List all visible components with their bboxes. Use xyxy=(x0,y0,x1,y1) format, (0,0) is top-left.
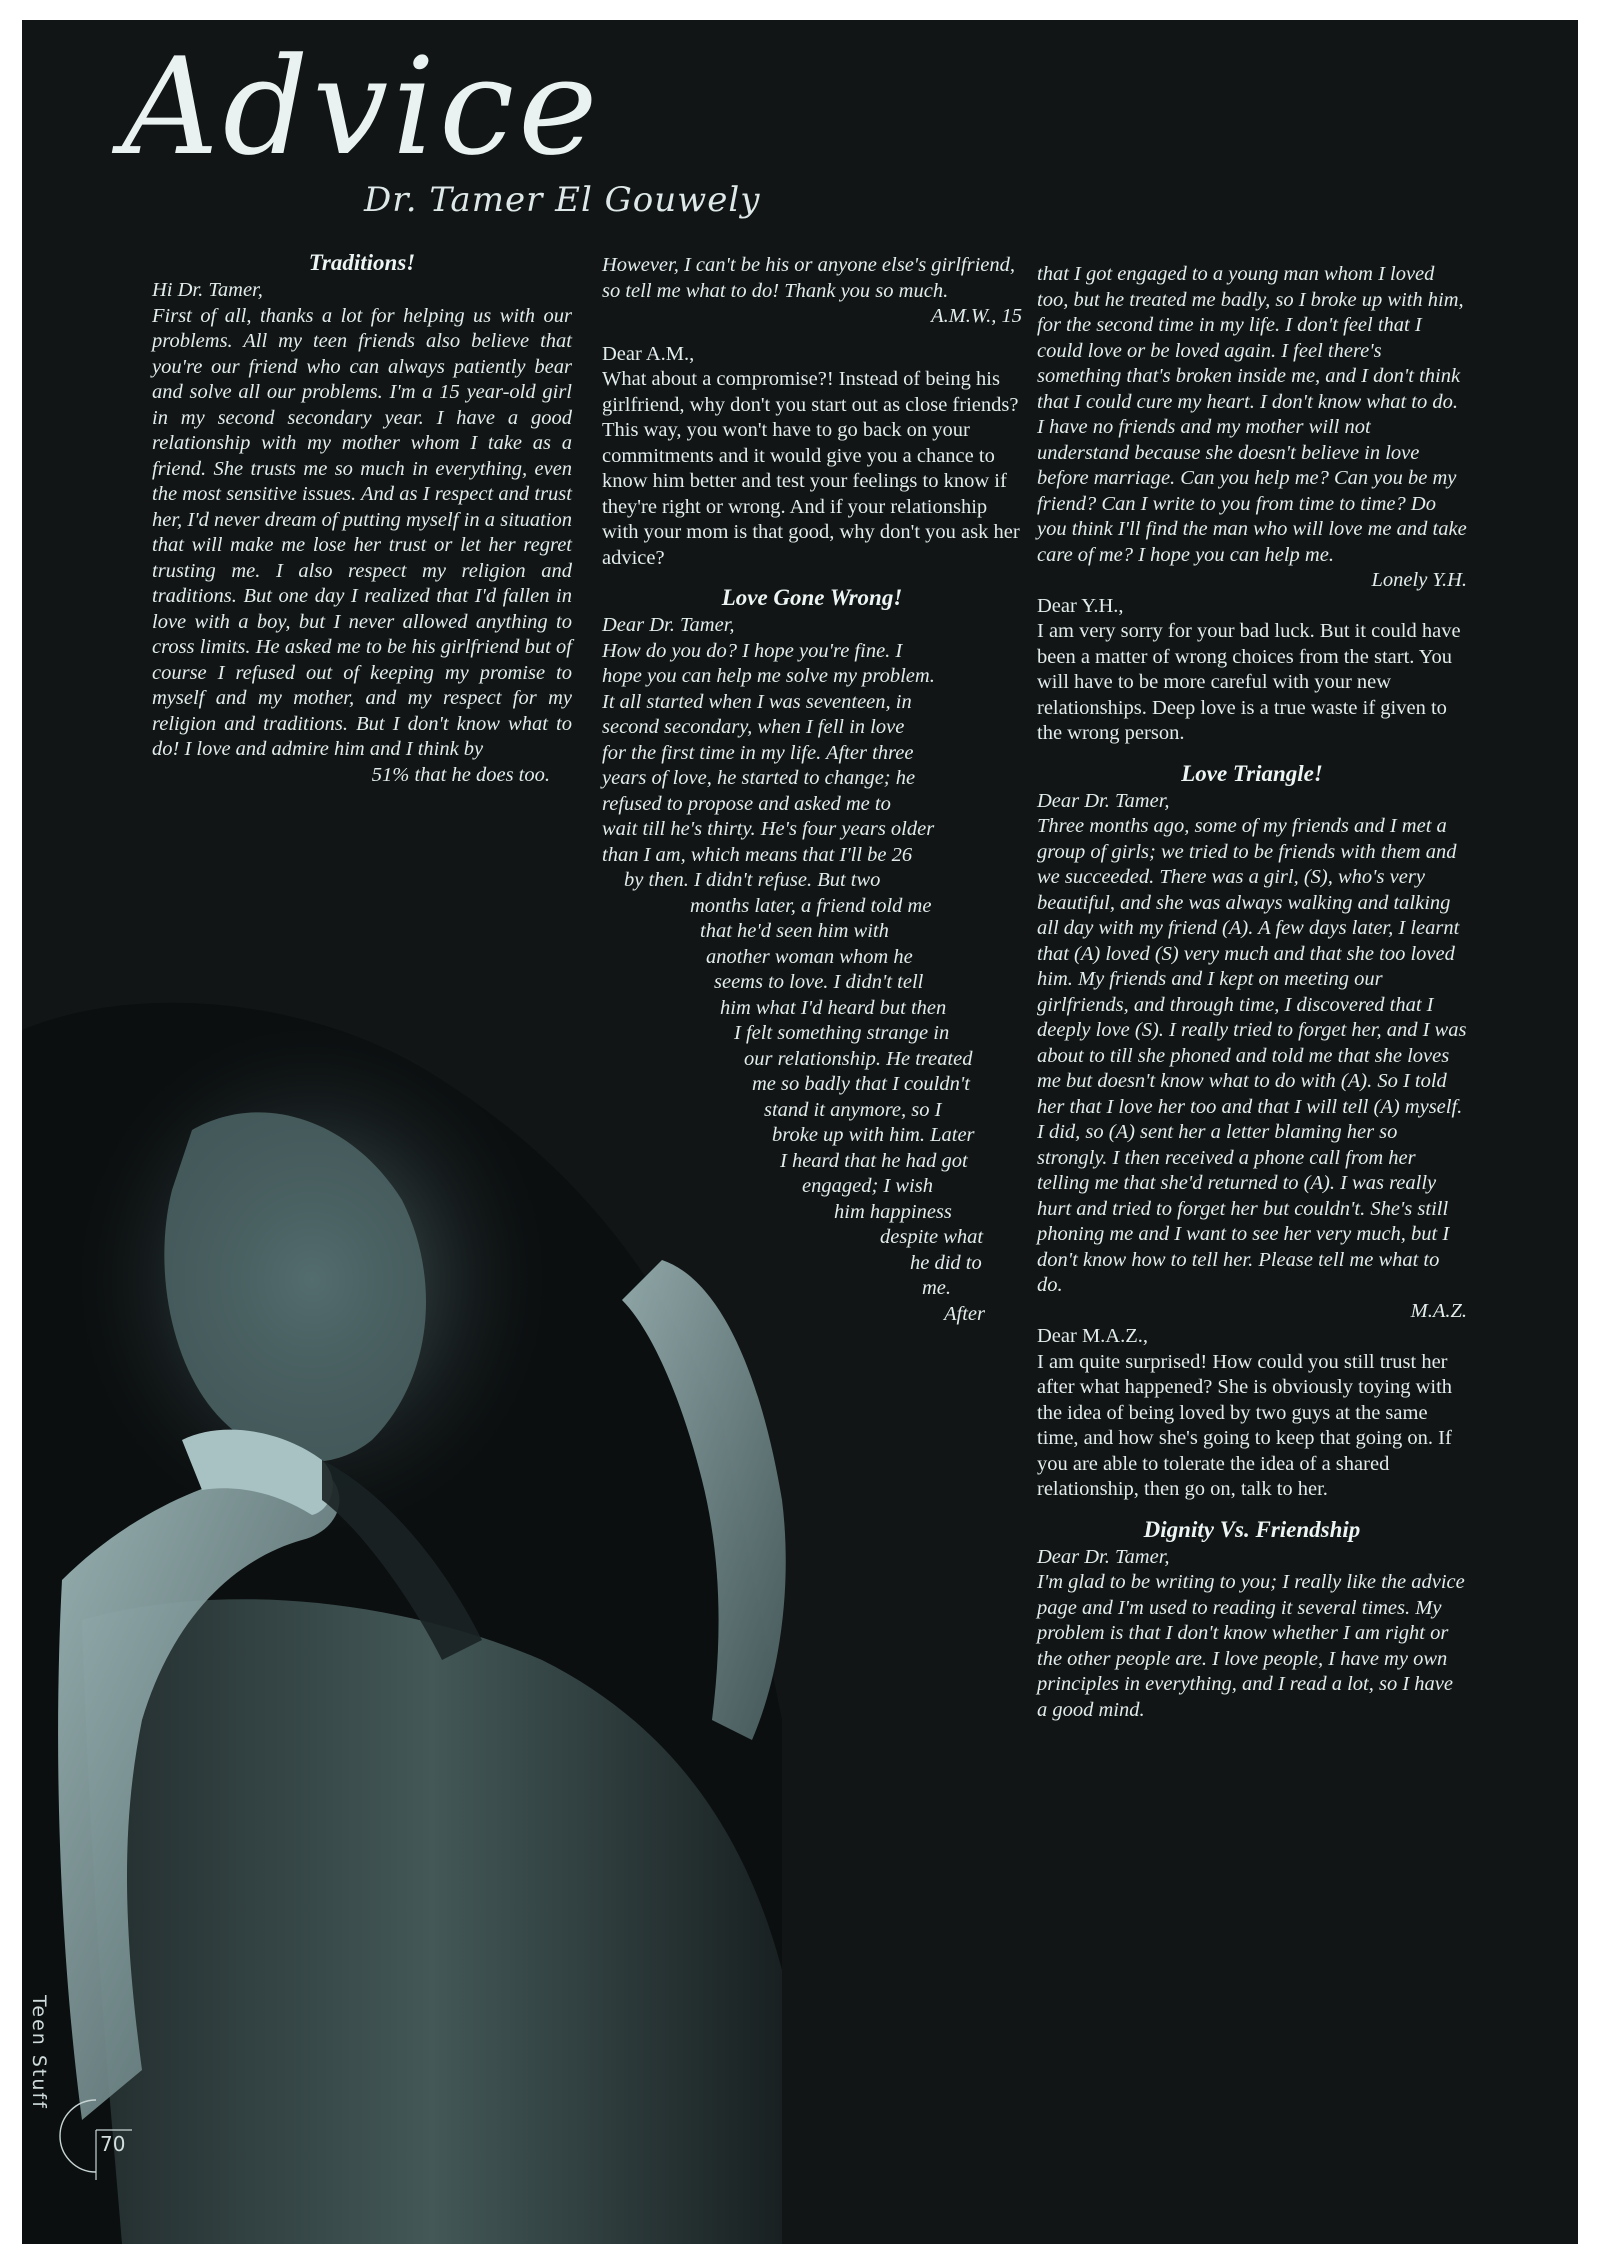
text-line: months later, a friend told me xyxy=(690,894,932,917)
text-line: engaged; I wish xyxy=(802,1175,933,1197)
text-line: he did to xyxy=(910,1251,982,1274)
text-line: our relationship. He treated xyxy=(744,1047,973,1070)
letter-greeting: Dear Dr. Tamer, xyxy=(1037,1545,1170,1568)
text-line: me so badly that I couldn't xyxy=(752,1073,970,1095)
text-line: hope you can help me solve my problem. xyxy=(602,665,935,687)
text-line: that he'd seen him with xyxy=(700,920,889,942)
text-line: I heard that he had got xyxy=(780,1149,968,1172)
letter-continuation: However, I can't be his or anyone else's girlfriend, so tell me what to do! Thank you so much. xyxy=(602,254,1016,302)
letter-greeting: Hi Dr. Tamer, xyxy=(152,279,263,301)
section-heading-traditions: Traditions! xyxy=(308,250,416,275)
section-heading-dignity-vs-friendship: Dignity Vs. Friendship xyxy=(1143,1516,1361,1542)
text-line: refused to propose and asked me to xyxy=(602,792,891,815)
text-line: another woman whom he xyxy=(706,945,913,968)
letter-greeting: Dear Dr. Tamer, xyxy=(1037,789,1170,812)
reply-body: What about a compromise?! Instead of being his girlfriend, why don't you start out as close friends? This way, you won't have to go back on your commitments and it would give you a chance to know him better and test your feelings to know if they're right or wrong. And if your relationship with your mom is that good, why don't you ask her advice? xyxy=(602,368,1020,569)
column-2 xyxy=(602,253,1022,1327)
letter-body: First of all, thanks a lot for helping us with our problems. All my teen friends also believe that you're our friend who can always patiently bear and solve all our problems. I'm a 15 year-old girl in my second secondary year. I have a good relationship with my mother whom I take as a friend. She trusts me so much in everything, even the most sensitive issues. And as I respect and trust her, I'd never dream of putting myself in a situation that will make me lose her trust or let her regret trusting me. I also respect my religion and traditions. But one day I realized that I'd fallen in love with a boy, but I never allowed anything to cross limits. He asked me to be his girlfriend but of course I refused out of keeping my promise to myself and my mother, and my respect for my religion and traditions. But I don't know what to do! I love and admire him and I think by xyxy=(152,304,572,760)
text-line: How do you do? I hope you're fine. I xyxy=(602,639,903,662)
text-line: wait till he's thirty. He's four years older xyxy=(602,818,935,840)
reply-greeting: Dear A.M., xyxy=(602,342,695,365)
page-number: 70 xyxy=(100,2132,126,2156)
text-line: him what I'd heard but then xyxy=(720,996,947,1019)
reply-body: I am very sorry for your bad luck. But it could have been a matter of wrong choices from the start. You will have to be more careful with your new relationships. Deep love is a true waste if given to the wrong person. xyxy=(1037,620,1461,744)
text-line: I felt something strange in xyxy=(734,1022,950,1044)
letter-continuation: that I got engaged to a young man whom I loved too, but he treated me badly, so I broke up with him, for the second time in my life. I don't feel that I could love or be loved again. I feel there's something that's broken inside me, and I don't think that I could cure my heart. I don't know what to do. I have no friends and my mother will not understand because she doesn't believe in love before marriage. Can you help me? Can you be my friend? Can I write to you from time to time? Do you think I'll find the man who will love me and take care of me? I hope you can help me. xyxy=(1037,263,1467,566)
text-line: years of love, he started to change; he xyxy=(602,767,916,789)
text-line: despite what xyxy=(880,1226,984,1248)
text-line: him happiness xyxy=(834,1200,952,1223)
reply-greeting: Dear M.A.Z., xyxy=(1037,1325,1149,1347)
author-name: Dr. Tamer El Gouwely xyxy=(364,180,761,220)
magazine-name: Teen Stuff xyxy=(28,1995,50,2110)
text-line: second secondary, when I fell in love xyxy=(602,716,905,738)
text-line: broke up with him. Later xyxy=(772,1124,975,1146)
reply-body: I am quite surprised! How could you still trust her after what happened? She is obviously toying with the idea of being loved by two guys at the same time, and how she's going to keep that going on. If you are able to tolerate the idea of a shared relationship, then go on, talk to her. xyxy=(1037,1350,1453,1500)
section-heading-love-gone-wrong: Love Gone Wrong! xyxy=(721,585,903,610)
letter-body-end: 51% that he does too. xyxy=(371,763,550,786)
reply-greeting: Dear Y.H., xyxy=(1037,594,1124,617)
text-line: stand it anymore, so I xyxy=(764,1098,942,1121)
text-line: me. xyxy=(922,1277,952,1299)
text-line: After xyxy=(944,1302,985,1325)
section-heading-love-triangle: Love Triangle! xyxy=(1181,760,1323,786)
text-line: It all started when I was seventeen, in xyxy=(602,690,912,713)
letter-signature: Lonely Y.H. xyxy=(1371,569,1467,591)
letter-signature: M.A.Z. xyxy=(1410,1299,1467,1322)
letter-body: I'm glad to be writing to you; I really like the advice page and I'm used to reading it several times. My problem is that I don't know whether I am right or the other people are. I love people, I have my own principles in everything, and I read a lot, so I have a good mind. xyxy=(1037,1571,1465,1721)
column-3 xyxy=(1037,262,1467,1723)
text-line: than I am, which means that I'll be 26 xyxy=(602,843,913,866)
text-line: for the first time in my life. After three xyxy=(602,741,914,764)
letter-body xyxy=(602,639,1022,1328)
magazine-page xyxy=(22,20,1578,2244)
text-line: seems to love. I didn't tell xyxy=(714,971,924,993)
letter-body: Three months ago, some of my friends and I met a group of girls; we tried to be friends with them and we succeeded. There was a girl, (S), who's very beautiful, and she was always walking and talking all day with my friend (A). A few days later, I learnt that (A) loved (S) very much and that she too loved him. My friends and I kept on meeting our girlfriends, and through time, I discovered that I deeply love (S). I really tried to forget her, and I was about to till she phoned and told me that she loves me but doesn't know what to do with (A). So I told her that I love her too and that I will tell (A) myself. I did, so (A) sent her a letter blaming her so strongly. I then received a phone call from her telling me that she'd returned to (A). I was really hurt and tried to forget her but couldn't. She's still phoning me and I want to see her very much, but I don't know how to tell her. Please tell me what to do. xyxy=(1037,815,1467,1296)
letter-greeting: Dear Dr. Tamer, xyxy=(602,614,735,636)
text-line: by then. I didn't refuse. But two xyxy=(624,869,881,891)
letter-signature: A.M.W., 15 xyxy=(931,305,1022,327)
column-1 xyxy=(152,248,572,788)
page-title: Advice xyxy=(122,29,602,185)
